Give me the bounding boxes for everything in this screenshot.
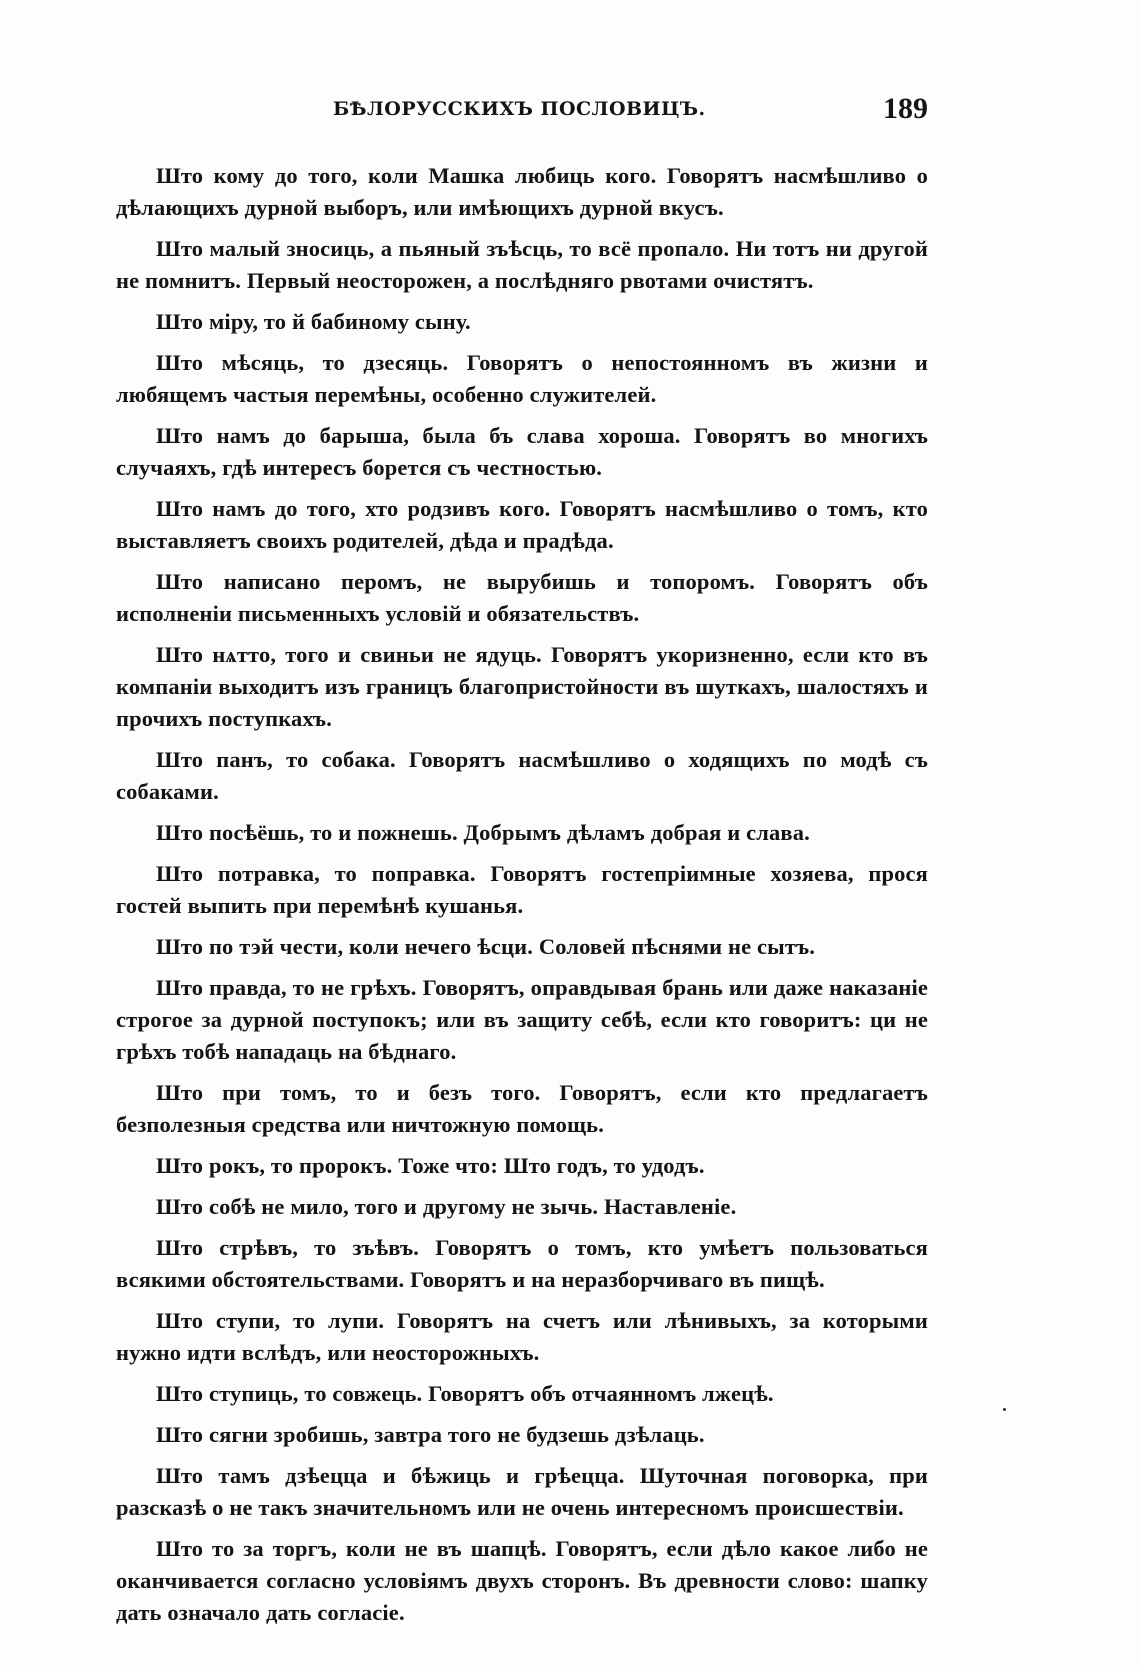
proverb-text: Што ступи, то лупи. xyxy=(156,1308,385,1333)
proverb-text: Што то за торгъ, коли не въ шапцѣ. xyxy=(156,1536,547,1561)
proverb-text: Што стрѣвъ, то зъѣвъ. xyxy=(156,1235,420,1260)
proverb-comment: Говорятъ о томъ, кто умѣетъ пользоваться всякими обстоятельствами. Говорятъ и на неразборчиваго въ пищѣ. xyxy=(116,1235,928,1292)
proverb-comment: Соловей пѣснями не сытъ. xyxy=(538,934,816,959)
proverb-text: Што мѣсяць, то дзесяць. xyxy=(156,350,449,375)
proverb-text: Што посѣёшь, то и пожнешь. xyxy=(156,820,458,845)
proverb-comment: Ни тотъ ни другой не помнитъ. Первый неосторожен, а послѣдняго рвотами очистятъ. xyxy=(116,236,929,293)
proverb-comment: Говорятъ на счетъ или лѣнивыхъ, за которыми нужно идти вслѣдъ, или неосторожныхъ. xyxy=(116,1308,928,1365)
proverb-entry xyxy=(116,1191,928,1223)
proverb-comment: Говорятъ объ отчаянномъ лжецѣ. xyxy=(428,1381,774,1406)
proverb-text: Што міру, то й бабиному сыну. xyxy=(156,309,471,334)
proverb-text: Што нѧтто, того и свиньи не ядуць. xyxy=(156,642,542,667)
margin-speck xyxy=(1003,1408,1006,1411)
proverb-text: Што написано перомъ, не вырубишь и топоромъ. xyxy=(156,569,756,594)
proverb-text: Што тамъ дзѣецца и бѣжиць и грѣецца. xyxy=(156,1463,625,1488)
proverb-entry xyxy=(116,493,928,557)
proverb-list xyxy=(116,160,928,1638)
running-header xyxy=(118,92,928,132)
proverb-comment: Говорятъ во многихъ случаяхъ, гдѣ интересъ борется съ честностью. xyxy=(116,423,929,480)
proverb-text: Што намъ до барыша, была бъ слава хороша. xyxy=(156,423,681,448)
proverb-entry xyxy=(116,566,928,630)
proverb-comment: Тоже что: Што годъ, то удодъ. xyxy=(398,1153,705,1178)
proverb-entry xyxy=(116,744,928,808)
proverb-entry xyxy=(116,1378,928,1410)
proverb-entry xyxy=(116,1460,928,1524)
proverb-entry xyxy=(116,1232,928,1296)
proverb-text: Што собѣ не мило, того и другому не зычь. xyxy=(156,1194,599,1219)
proverb-entry xyxy=(116,817,928,849)
proverb-comment: Шуточная поговорка, при разсказѣ о не такъ значительномъ или не очень интересномъ происшествіи. xyxy=(116,1463,928,1520)
proverb-comment: Говорятъ, если дѣло какое либо не оканчивается согласно условіямъ двухъ сторонъ. Въ древности слово: шапку дать означало дать согласіе. xyxy=(116,1536,928,1625)
proverb-entry xyxy=(116,347,928,411)
running-title: БѢЛОРУССКИХЪ ПОСЛОВИЦЪ. xyxy=(333,98,706,120)
proverb-comment: Говорятъ объ исполненіи письменныхъ условій и обязательствъ. xyxy=(116,569,928,626)
proverb-entry xyxy=(116,931,928,963)
proverb-entry xyxy=(116,1533,928,1629)
proverb-entry xyxy=(116,858,928,922)
proverb-text: Што при томъ, то и безъ того. xyxy=(156,1080,541,1105)
proverb-comment: Наставленіе. xyxy=(603,1194,737,1219)
proverb-comment: Говорятъ, если кто предлагаетъ безполезныя средства или ничтожную помощь. xyxy=(116,1080,929,1137)
proverb-text: Што по тэй чести, коли нечего ѣсци. xyxy=(156,934,534,959)
proverb-comment: Говорятъ о непостоянномъ въ жизни и любящемъ частыя перемѣны, особенно служителей. xyxy=(116,350,928,407)
proverb-entry xyxy=(116,1305,928,1369)
proverb-text: Што ступиць, то совжець. xyxy=(156,1381,423,1406)
proverb-comment: Добрымъ дѣламъ добрая и слава. xyxy=(463,820,810,845)
proverb-text: Што намъ до того, хто родзивъ кого. xyxy=(156,496,551,521)
proverb-entry xyxy=(116,420,928,484)
proverb-comment: Говорятъ насмѣшливо о томъ, кто выставляетъ своихъ родителей, дѣда и прадѣда. xyxy=(116,496,929,553)
proverb-text: Што потравка, то поправка. xyxy=(156,861,476,886)
proverb-entry xyxy=(116,1419,928,1451)
proverb-entry xyxy=(116,160,928,224)
proverb-text: Што сягни зробишь, завтра того не будзешь дзѣлаць. xyxy=(156,1422,705,1447)
proverb-entry xyxy=(116,639,928,735)
proverb-entry xyxy=(116,306,928,338)
proverb-comment: Говорятъ укоризненно, если кто въ компаніи выходитъ изъ границъ благопристойности въ шуткахъ, шалостяхъ и прочихъ поступкахъ. xyxy=(116,642,928,731)
proverb-entry xyxy=(116,233,928,297)
proverb-entry xyxy=(116,1077,928,1141)
page-number: 189 xyxy=(883,92,928,125)
proverb-entry xyxy=(116,1150,928,1182)
proverb-comment: Говорятъ гостепріимные хозяева, прося гостей выпить при перемѣнѣ кушанья. xyxy=(116,861,928,918)
proverb-entry xyxy=(116,972,928,1068)
proverb-comment: Говорятъ, оправдывая брань или даже наказаніе строгое за дурной поступокъ; или въ защиту себѣ, если кто говоритъ: ци не грѣхъ тобѣ нападаць на бѣднаго. xyxy=(116,975,929,1064)
proverb-comment: Говорятъ насмѣшливо о ходящихъ по модѣ съ собаками. xyxy=(116,747,928,804)
proverb-comment: Говорятъ насмѣшливо о дѣлающихъ дурной выборъ, или имѣющихъ дурной вкусъ. xyxy=(116,163,928,220)
proverb-text: Што рокъ, то пророкъ. xyxy=(156,1153,393,1178)
proverb-text: Што правда, то не грѣхъ. xyxy=(156,975,417,1000)
proverb-text: Што панъ, то собака. xyxy=(156,747,396,772)
proverb-text: Што малый зносиць, а пьяный зъѣсць, то всё пропало. xyxy=(156,236,730,261)
proverb-text: Што кому до того, коли Машка любиць кого. xyxy=(156,163,657,188)
